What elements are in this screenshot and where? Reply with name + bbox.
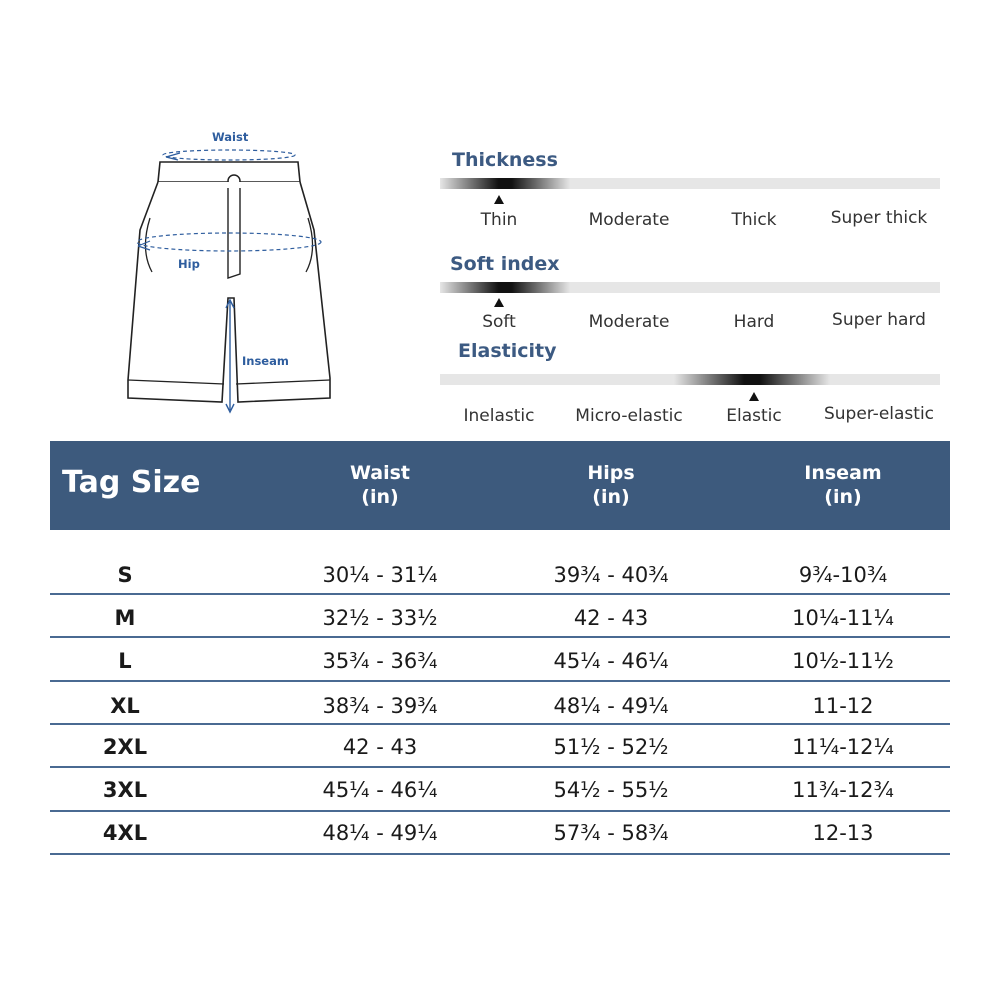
hips-cell: 57¾ - 58¾ <box>553 821 669 845</box>
inseam-cell: 10½-11½ <box>792 649 894 673</box>
row-divider <box>50 723 950 725</box>
soft-index-bar <box>440 282 940 293</box>
waist-cell: 32½ - 33½ <box>322 606 438 630</box>
soft-index-title: Soft index <box>450 253 560 275</box>
elasticity-bar <box>440 374 940 385</box>
waist-header-unit: (in) <box>361 486 399 508</box>
soft-index-option-moderate: Moderate <box>588 312 670 332</box>
soft-index-marker-icon <box>494 298 504 307</box>
hips-column-header <box>501 461 721 509</box>
thickness-bar <box>440 178 940 189</box>
size-cell: 2XL <box>102 735 148 759</box>
size-cell: 3XL <box>102 778 148 802</box>
table-row <box>50 770 950 810</box>
row-divider <box>50 636 950 638</box>
waist-cell: 48¼ - 49¼ <box>322 821 438 845</box>
inseam-cell: 11¼-12¼ <box>792 735 894 759</box>
inseam-cell: 11-12 <box>812 694 874 718</box>
thickness-title: Thickness <box>452 149 558 171</box>
hip-label: Hip <box>178 257 200 271</box>
thickness-bar-highlight <box>440 178 570 189</box>
table-row <box>50 686 950 726</box>
thickness-option-thick: Thick <box>731 210 777 230</box>
elasticity-title: Elasticity <box>458 340 557 362</box>
elasticity-marker-icon <box>749 392 759 401</box>
hips-cell: 45¼ - 46¼ <box>553 649 669 673</box>
size-table-header <box>50 441 950 530</box>
inseam-cell: 11¾-12¾ <box>792 778 894 802</box>
hips-cell: 51½ - 52½ <box>553 735 669 759</box>
hips-header-name: Hips <box>587 462 635 484</box>
hips-cell: 42 - 43 <box>573 606 649 630</box>
table-row <box>50 727 950 767</box>
waist-column-header <box>270 461 490 509</box>
table-row <box>50 555 950 595</box>
elasticity-option-elastic: Elastic <box>726 406 782 426</box>
size-cell: XL <box>110 694 140 718</box>
waist-cell: 45¼ - 46¼ <box>322 778 438 802</box>
elasticity-option-inelastic: Inelastic <box>463 406 535 426</box>
thickness-marker-icon <box>494 195 504 204</box>
row-divider <box>50 810 950 812</box>
thickness-option-thin: Thin <box>480 210 518 230</box>
soft-index-bar-highlight <box>440 282 570 293</box>
elasticity-option-micro-elastic: Micro-elastic <box>575 406 683 426</box>
size-cell: 4XL <box>102 821 148 845</box>
waist-cell: 30¼ - 31¼ <box>322 563 438 587</box>
thickness-option-super-thick: Super thick <box>830 208 928 228</box>
shorts-illustration <box>110 120 350 420</box>
table-row <box>50 641 950 681</box>
row-divider <box>50 680 950 682</box>
row-divider <box>50 853 950 855</box>
soft-index-option-super-hard: Super hard <box>832 310 926 330</box>
hips-cell: 39¾ - 40¾ <box>553 563 669 587</box>
waist-label: Waist <box>212 130 249 144</box>
row-divider <box>50 766 950 768</box>
inseam-cell: 12-13 <box>812 821 874 845</box>
row-divider <box>50 593 950 595</box>
elasticity-option-super-elastic: Super-elastic <box>823 404 935 424</box>
hips-header-unit: (in) <box>592 486 630 508</box>
inseam-cell: 10¼-11¼ <box>792 606 894 630</box>
waist-cell: 35¾ - 36¾ <box>322 649 438 673</box>
tag-size-header: Tag Size <box>62 465 201 500</box>
inseam-label: Inseam <box>242 354 289 368</box>
shorts-diagram <box>110 120 350 420</box>
size-cell: L <box>118 649 132 673</box>
soft-index-option-hard: Hard <box>733 312 775 332</box>
hips-cell: 48¼ - 49¼ <box>553 694 669 718</box>
waist-cell: 42 - 43 <box>342 735 418 759</box>
soft-index-option-soft: Soft <box>482 312 516 332</box>
hips-cell: 54½ - 55½ <box>553 778 669 802</box>
size-cell: M <box>114 606 136 630</box>
waist-cell: 38¾ - 39¾ <box>322 694 438 718</box>
inseam-header-unit: (in) <box>824 486 862 508</box>
table-row <box>50 813 950 853</box>
inseam-column-header <box>733 461 953 509</box>
table-row <box>50 598 950 638</box>
waist-header-name: Waist <box>349 462 410 484</box>
inseam-header-name: Inseam <box>804 462 882 484</box>
elasticity-bar-highlight <box>674 374 830 385</box>
thickness-option-moderate: Moderate <box>588 210 670 230</box>
size-cell: S <box>117 563 133 587</box>
inseam-cell: 9¾-10¾ <box>798 563 888 587</box>
